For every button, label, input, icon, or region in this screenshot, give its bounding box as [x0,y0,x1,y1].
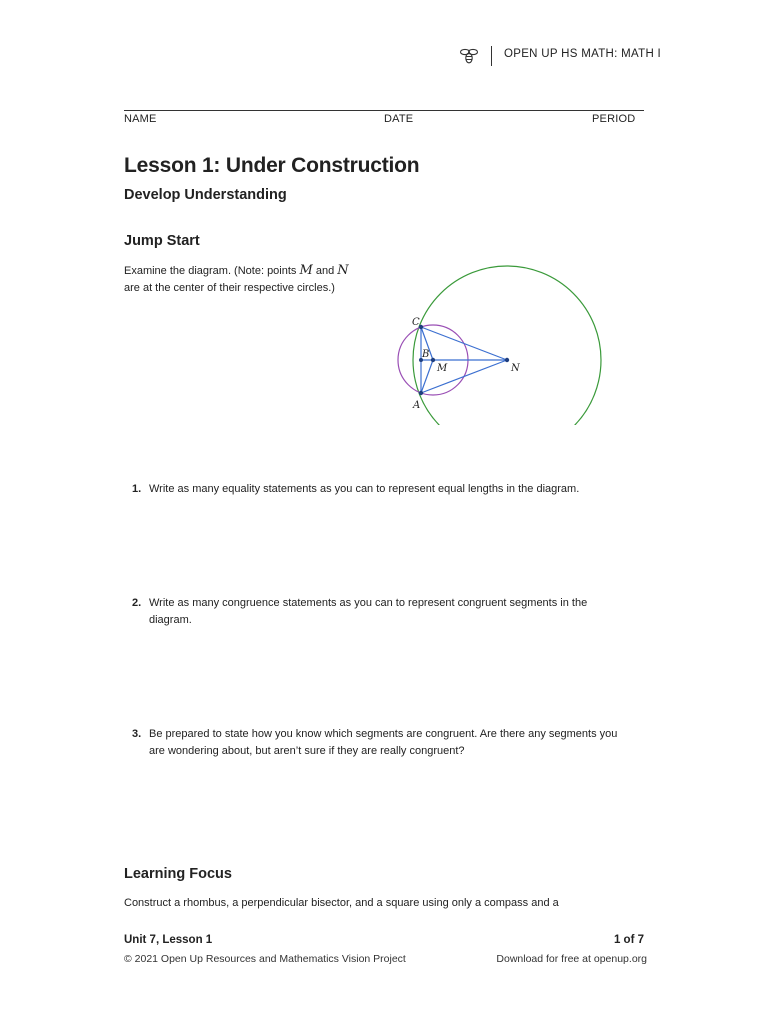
point-m [431,358,435,362]
question-3 [124,726,624,762]
learning-focus-heading: Learning Focus [124,866,232,882]
intro-text-part2: are at the center of their respective circles.) [124,282,335,294]
label-a: A [413,400,421,411]
label-b: B [422,349,430,360]
intro-text-part1: Examine the diagram. (Note: points [124,265,300,277]
question-1 [124,481,624,501]
question-1-text: Write as many equality statements as you can to represent equal lengths in the diagram. [149,483,580,495]
question-1-number: 1. [132,483,142,495]
label-n: N [511,363,520,374]
period-field-label: PERIOD [592,113,636,125]
jump-start-intro [124,262,374,297]
large-circle [413,266,601,425]
segment-an [421,360,507,393]
date-field-label: DATE [384,113,414,125]
segment-cn [421,327,507,360]
question-2-number: 2. [132,597,142,609]
header-divider [491,46,492,66]
footer-page-number: 1 of 7 [613,934,644,946]
name-field-label: NAME [124,113,157,125]
lesson-subtitle: Develop Understanding [124,187,287,203]
point-a [419,391,423,395]
name-date-rule [124,110,644,111]
question-3-text: Be prepared to state how you know which segments are congruent. Are there any segments you are wondering about, but aren’t sure if they are really congruent? [149,728,618,757]
footer-copyright: © 2021 Open Up Resources and Mathematics Vision Project [124,953,406,965]
jump-start-heading: Jump Start [124,233,200,249]
label-c: C [412,317,420,328]
footer-unit-lesson: Unit 7, Lesson 1 [124,934,213,946]
point-n [505,358,509,362]
label-m: M [437,363,448,374]
lesson-title: Lesson 1: Under Construction [124,154,420,177]
question-3-number: 3. [132,728,142,740]
segment-am [421,360,433,393]
course-title: OPEN UP HS MATH: MATH I [504,48,662,60]
question-2 [124,595,624,631]
bee-logo-icon [459,46,479,66]
construction-diagram [390,255,610,425]
footer-download-link[interactable]: Download for free at openup.org [496,953,647,965]
question-2-text: Write as many congruence statements as you can to represent congruent segments in the diagram. [149,597,588,626]
point-m-label: M [299,263,313,278]
intro-and: and [312,265,338,277]
point-n-label: N [337,263,349,278]
learning-focus-text: Construct a rhombus, a perpendicular bisector, and a square using only a compass and a [124,897,559,909]
